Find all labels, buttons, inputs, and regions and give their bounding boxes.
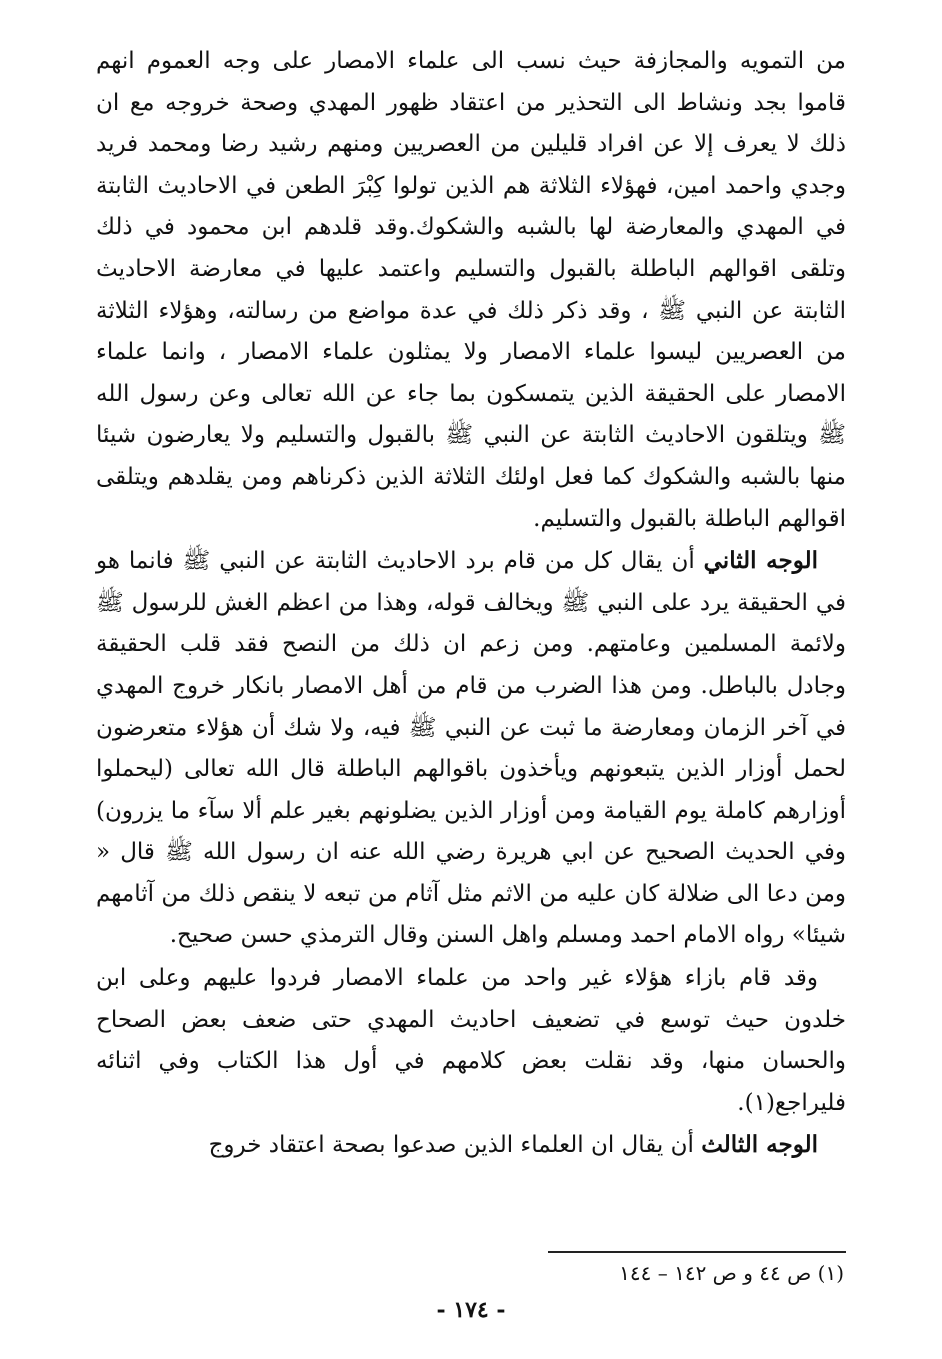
- paragraph-3: [96, 957, 846, 1124]
- paragraph-2: [96, 540, 846, 957]
- section-heading-third-aspect: الوجه الثالث: [701, 1131, 818, 1159]
- paragraph-3-text: وقد قام بازاء هؤلاء غير واحد من علماء الامصار فردوا عليهم وعلى ابن خلدون حيث توسع في تضعيف احاديث المهدي حتى ضعف بعض الصحاح والحسان منها، وقد نقلت بعض كلامهم في أول هذا الكتاب وفي اثنائه فليراجع(١).: [96, 965, 846, 1116]
- paragraph-4: [96, 1124, 846, 1167]
- section-heading-second-aspect: الوجه الثاني: [703, 547, 818, 575]
- paragraph-4-text: أن يقال ان العلماء الذين صدعوا بصحة اعتقاد خروج: [208, 1132, 702, 1159]
- paragraph-2-text: أن يقال كل من قام برد الاحاديث الثابتة عن النبي ﷺ فانما هو في الحقيقة يرد على النبي ﷺ ويخالف قوله، وهذا من اعظم الغش للرسول ﷺ ولائمة المسلمين وعامتهم. ومن زعم ان ذلك من النصح فقد قلب الحقيقة وجادل بالباطل. ومن هذا الضرب من قام من أهل الامصار بانكار خروج المهدي في آخر الزمان ومعارضة ما ثبت عن النبي ﷺ فيه، ولا شك أن هؤلاء متعرضون لحمل أوزار الذين يتبعونهم ويأخذون باقوالهم الباطلة قال الله تعالى (ليحملوا أوزارهم كاملة يوم القيامة ومن أوزار الذين يضلونهم بغير علم ألا سآء ما يزرون) وفي الحديث الصحيح عن ابي هريرة رضي الله عنه ان رسول الله ﷺ قال « ومن دعا الى ضلالة كان عليه من الاثم مثل آثام من تبعه لا ينقص ذلك من آثامهم شيئا» رواه الامام احمد ومسلم واهل السنن وقال الترمذي حسن صحيح.: [96, 548, 846, 949]
- footnote-separator: [548, 1251, 846, 1253]
- footnote: (١) ص ٤٤ و ص ١٤٢ – ١٤٤: [619, 1261, 844, 1285]
- paragraph-1: [96, 40, 846, 540]
- page-number: - ١٧٤ -: [436, 1297, 506, 1323]
- main-text-block: [96, 40, 846, 1167]
- paragraph-1-text: من التمويه والمجازفة حيث نسب الى علماء الامصار على وجه العموم انهم قاموا بجد ونشاط الى التحذير من اعتقاد ظهور المهدي وصحة خروجه مع ان ذلك لا يعرف إلا عن افراد قليلين من العصريين ومنهم رشيد رضا ومحمد فريد وجدي واحمد امين، فهؤلاء الثلاثة هم الذين تولوا كِبْرَ الطعن في الاحاديث الثابتة في المهدي والمعارضة لها بالشبه والشكوك.وقد قلدهم ابن محمود في ذلك وتلقى اقوالهم الباطلة بالقبول والتسليم واعتمد عليها في معارضة الاحاديث الثابتة عن النبي ﷺ ، وقد ذكر ذلك في عدة مواضع من رسالته، وهؤلاء الثلاثة من العصريين ليسوا علماء الامصار ولا يمثلون علماء الامصار ، وانما علماء الامصار على الحقيقة الذين يتمسكون بما جاء عن الله تعالى وعن رسول الله ﷺ ويتلقون الاحاديث الثابتة عن النبي ﷺ بالقبول والتسليم ولا يعارضون شيئا منها بالشبه والشكوك كما فعل اولئك الثلاثة الذين ذكرناهم ومن يقلدهم ويتلقى اقوالهم الباطلة بالقبول والتسليم.: [96, 48, 846, 532]
